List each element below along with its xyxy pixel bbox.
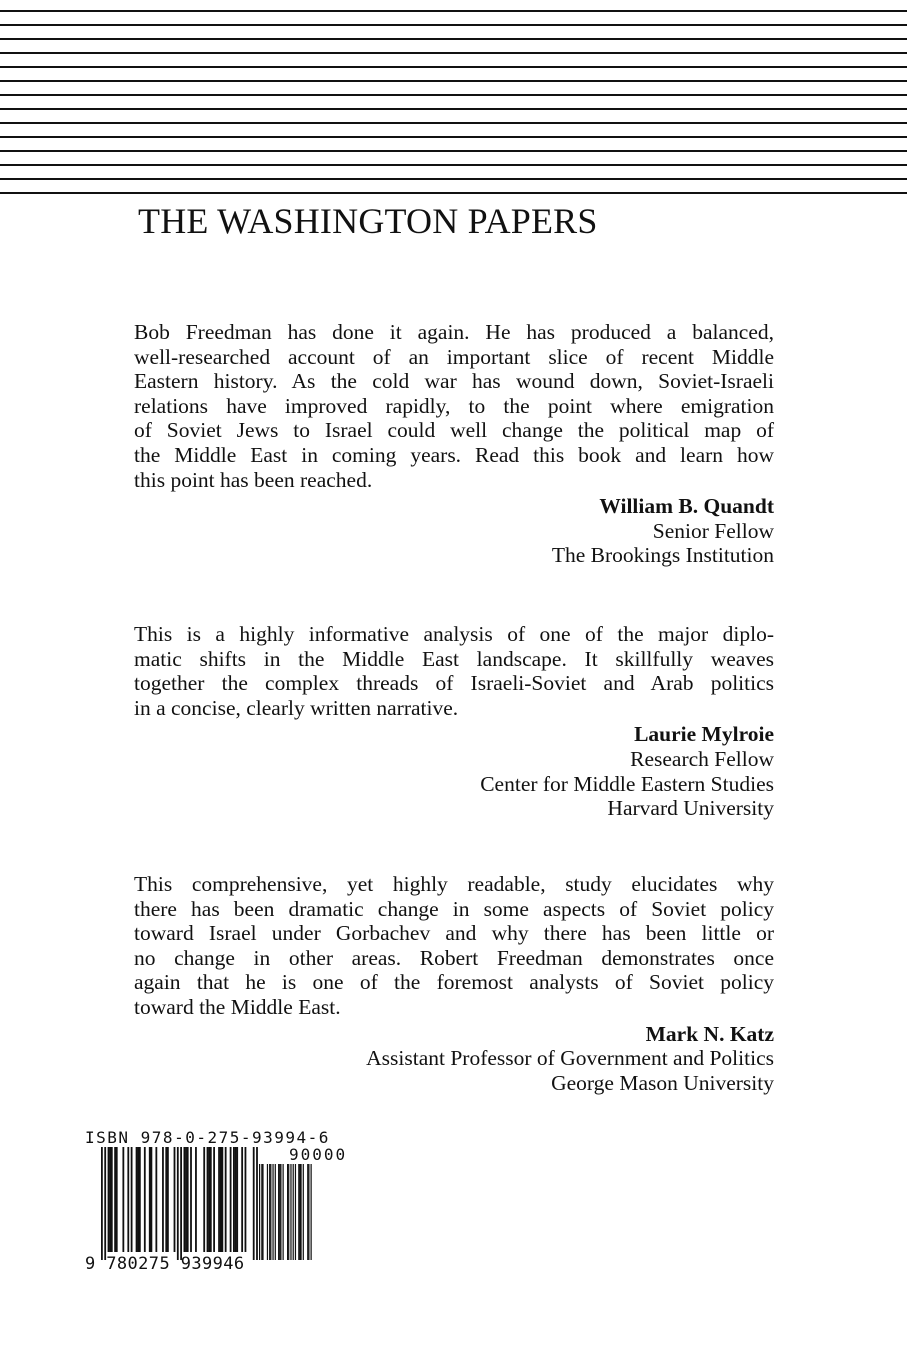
addon-bar: [288, 1164, 289, 1260]
blurb-line: of Soviet Jews to Israel could well change the political map of: [134, 418, 774, 443]
header-rule: [0, 38, 907, 40]
addon-bar: [267, 1164, 268, 1260]
addon-bar: [278, 1164, 279, 1260]
barcode-bar: [185, 1147, 187, 1252]
author-affiliation: Assistant Professor of Government and Politics: [366, 1046, 774, 1071]
blurb-katz: [134, 872, 774, 1095]
addon-bar: [308, 1164, 309, 1260]
barcode-bar: [221, 1147, 223, 1252]
barcode-bar: [218, 1147, 220, 1252]
barcode-bar: [190, 1147, 192, 1252]
barcode-bar: [184, 1147, 186, 1252]
barcode-bar: [104, 1147, 106, 1260]
barcode-bar: [139, 1147, 141, 1252]
barcode-bar: [245, 1147, 247, 1252]
header-rule: [0, 24, 907, 26]
addon-bar: [290, 1164, 291, 1260]
header-rule: [0, 108, 907, 110]
barcode-bar: [208, 1147, 210, 1252]
blurb-line: this point has been reached.: [134, 467, 373, 492]
author-affiliation: Harvard University: [607, 796, 774, 821]
blurb-line: This is a highly informative analysis of one of the major diplo-: [134, 622, 774, 646]
blurb-line: toward the Middle East.: [134, 994, 341, 1019]
addon-bar: [279, 1164, 280, 1260]
header-rules: [0, 0, 907, 200]
addon-bar: [283, 1164, 284, 1260]
header-rule: [0, 94, 907, 96]
barcode-bar: [109, 1147, 111, 1252]
addon-bar: [270, 1164, 271, 1260]
addon-bar: [307, 1164, 308, 1260]
header-rule: [0, 164, 907, 166]
barcode-bar: [203, 1147, 205, 1252]
barcode-bar: [122, 1147, 124, 1252]
blurb-text: [134, 872, 774, 1020]
addon-bar: [280, 1164, 281, 1260]
author-affiliation: Senior Fellow: [652, 518, 774, 543]
barcode-bar: [225, 1147, 227, 1252]
barcode-bar: [210, 1147, 212, 1252]
addon-bar: [298, 1164, 299, 1260]
author-name: Laurie Mylroie: [634, 722, 774, 747]
blurb-line: together the complex threads of Israeli-Soviet and Arab politics: [134, 671, 774, 696]
barcode-bar: [235, 1147, 237, 1252]
blurb-line: matic shifts in the Middle East landscape. It skillfully weaves: [134, 646, 774, 671]
author-affiliation: Center for Middle Eastern Studies: [480, 771, 774, 796]
blurb-line: no change in other areas. Robert Freedman demonstrates once: [134, 945, 774, 970]
barcode-bar: [187, 1147, 189, 1252]
barcode-bar: [207, 1147, 209, 1252]
isbn-barcode: [85, 1128, 385, 1278]
barcode-bar: [116, 1147, 118, 1252]
barcode-bar: [151, 1147, 153, 1252]
barcode-bar: [108, 1147, 110, 1252]
barcode-bar: [241, 1147, 243, 1252]
author-affiliation: The Brookings Institution: [551, 543, 774, 568]
addon-bar: [275, 1164, 276, 1260]
addon-bar: [259, 1164, 260, 1260]
blurb-line: there has been dramatic change in some aspects of Soviet policy: [134, 896, 774, 921]
addon-bar: [293, 1164, 294, 1260]
header-rule: [0, 122, 907, 124]
barcode-bar: [253, 1147, 255, 1260]
barcode-bar: [174, 1147, 176, 1252]
blurb-line: Eastern history. As the cold war has wound down, Soviet-Israeli: [134, 369, 774, 394]
barcode-bar: [167, 1147, 169, 1252]
header-rule: [0, 136, 907, 138]
addon-bar: [262, 1164, 263, 1260]
blurb-line: toward Israel under Gorbachev and why there has been little or: [134, 921, 774, 946]
header-rule: [0, 192, 907, 194]
barcode-bar: [230, 1147, 232, 1252]
author-name: Mark N. Katz: [645, 1021, 774, 1046]
addon-bar: [287, 1164, 288, 1260]
header-rule: [0, 10, 907, 12]
header-rule: [0, 80, 907, 82]
barcode-bar: [127, 1147, 129, 1252]
barcode-bar: [149, 1147, 151, 1252]
blurb-line: in a concise, clearly written narrative.: [134, 695, 459, 720]
attribution: [134, 494, 774, 568]
author-name: William B. Quandt: [599, 494, 774, 519]
author-affiliation: Research Fellow: [630, 746, 774, 771]
barcode-bar: [220, 1147, 222, 1252]
blurb-mylroie: [134, 622, 774, 821]
barcode-bar: [256, 1147, 258, 1260]
barcode-bar: [162, 1147, 164, 1252]
barcode-bar: [136, 1147, 138, 1252]
barcode-bar: [180, 1147, 182, 1260]
isbn-label: ISBN 978-0-275-93994-6: [85, 1128, 330, 1147]
blurb-line: again that he is one of the foremost analysts of Soviet policy: [134, 970, 774, 995]
blurb-line: the Middle East in coming years. Read this book and learn how: [134, 442, 774, 467]
addon-bar: [299, 1164, 300, 1260]
addon-bar: [303, 1164, 304, 1260]
blurb-line: This comprehensive, yet highly readable, study elucidates why: [134, 872, 774, 896]
barcode-bar: [111, 1147, 113, 1252]
blurb-text: [134, 622, 774, 720]
blurb-quandt: [134, 320, 774, 568]
barcode-bar: [101, 1147, 103, 1260]
barcode-bar: [195, 1147, 197, 1252]
barcode-bar: [144, 1147, 146, 1252]
blurb-text: [134, 320, 774, 492]
addon-bar: [300, 1164, 301, 1260]
ean-digits: 9 780275 939946: [85, 1254, 245, 1274]
addon-bar: [272, 1164, 273, 1260]
barcode-bar: [114, 1147, 116, 1252]
header-rule: [0, 150, 907, 152]
price-code: 90000: [289, 1145, 348, 1164]
addon-bar: [311, 1164, 312, 1260]
barcode-bar: [137, 1147, 139, 1252]
series-title: THE WASHINGTON PAPERS: [138, 201, 598, 241]
blurb-line: relations have improved rapidly, to the point where emigration: [134, 393, 774, 418]
barcode-bar: [213, 1147, 215, 1252]
blurb-line: Bob Freedman has done it again. He has produced a balanced,: [134, 320, 774, 344]
barcode-bar: [131, 1147, 133, 1252]
author-affiliation: George Mason University: [551, 1070, 774, 1095]
header-rule: [0, 52, 907, 54]
barcode-bar: [155, 1147, 157, 1252]
barcode-bar: [177, 1147, 179, 1260]
attribution: [134, 1022, 774, 1096]
barcode-bar: [236, 1147, 238, 1252]
barcode-bar: [165, 1147, 167, 1252]
addon-bar: [269, 1164, 270, 1260]
addon-bar: [261, 1164, 262, 1260]
attribution: [134, 722, 774, 820]
blurb-line: well-researched account of an important slice of recent Middle: [134, 344, 774, 369]
header-rule: [0, 178, 907, 180]
barcode-bar: [233, 1147, 235, 1252]
addon-bar: [295, 1164, 296, 1260]
header-rule: [0, 66, 907, 68]
